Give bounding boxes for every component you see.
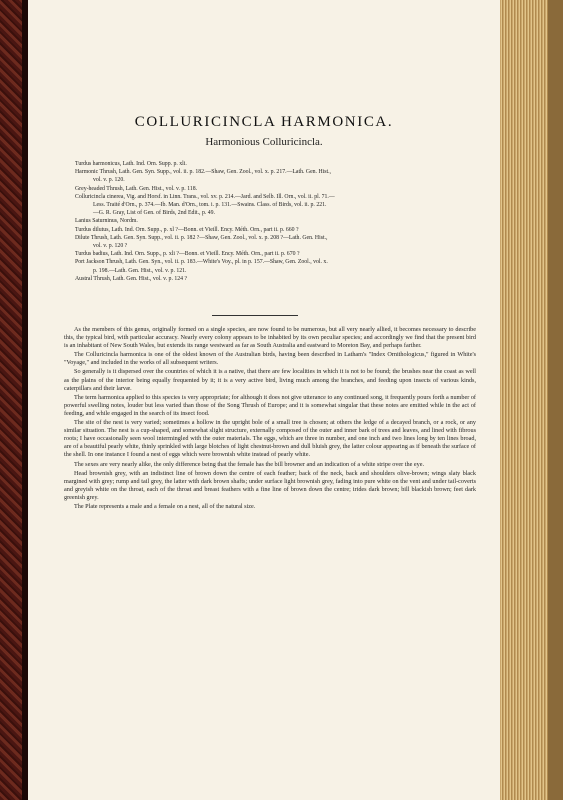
synonym-line: Colluricincla cinerea, Vig. and Horsf. in Linn. Trans., vol. xv. p. 214.—Jard. and Selb. Ill. Orn., vol. ii. pl. 71.— [75,193,335,200]
paragraph: So generally is it dispersed over the countries of which it is a native, that there are few localities in which it is not to be found; the brushes near the coast as well as the plains of the interior being equally frequented by it; it is a very active bird, living much among the branches, and feeding upon insects of various kinds, caterpillars and their larvæ. [64,368,476,392]
divider [212,315,298,316]
synonym-line: Dilute Thrush, Lath. Gen. Syn. Supp., vol. ii. p. 182 ?—Shaw, Gen. Zool., vol. x. p. 208 ?—Lath. Gen. Hist., [75,234,328,241]
page-subtitle: Harmonious Colluricincla. [205,136,323,148]
synonym-line: p. 198.—Lath. Gen. Hist., vol. v. p. 121. [93,267,187,274]
synonym-line: Turdus harmonicus, Lath. Ind. Orn. Supp. p. xli. [75,161,187,167]
synonym-line: Port Jackson Thrush, Lath. Gen. Syn., vol. ii. p. 183.—White's Voy., pl. in p. 157.—Shaw, Gen. Zool., vol. x. [75,259,328,266]
book-spine [0,0,22,800]
synonym-line: Austral Thrush, Lath. Gen. Hist., vol. v. p. 124 ? [75,275,188,282]
page-title: COLLURICINCLA HARMONICA. [134,114,394,130]
cover-edge [548,0,563,800]
paragraph: The term harmonica applied to this species is very appropriate; for although it does not give utterance to any continued song, it frequently pours forth a number of powerful swelling notes, louder but less varied than those of the Song Thrush of Europe; and it is somewhat singular that these notes are emitted while in the act of feeding, and while engaged in the search of its insect food. [64,393,476,417]
paragraph: The Plate represents a male and a female on a nest, all of the natural size. [74,502,256,510]
synonymy-list [75,160,475,283]
synonym-line: vol. v. p. 120 ? [93,243,128,250]
paragraph: As the members of this genus, originally formed on a single species, are now found to be numerous, but all very nearly allied, it becomes necessary to describe this, the typical bird, with particular accuracy. Nearly every colony appears to be inhabited by its own peculiar species; and accordingly we find that the present bird is an inhabitant of New South Wales, but extends its range westward as far as South Australia and eastward to Moreton Bay, and perhaps farther. [64,326,476,350]
synonym-line: vol. v. p. 120. [93,177,125,184]
synonym-line: Grey-headed Thrush, Lath. Gen. Hist., vol. v. p. 118. [75,185,198,192]
paragraph: The site of the nest is very varied; sometimes a hollow in the upright bole of a small tree is chosen; at others the ledge of a decayed branch, or a rock, or any similar situation. The nest is a cup-shaped, and somewhat slight structure, externally composed of the outer and inner bark of trees and leaves, and lined with fibrous roots; I have occasionally seen wool intermingled with the outer materials. The eggs, which are three in number, and one inch and two lines long by ten lines broad, are of a beautiful pearly white, thinly sprinkled with large blotches of light chestnut-brown and dull bluish grey, the latter colour appearing as if beneath the surface of the shell. In one instance I found a nest of eggs which were brownish white instead of pearly white. [64,419,476,459]
synonym-line: —G. R. Gray, List of Gen. of Birds, 2nd Edit., p. 49. [93,210,215,217]
body-text [64,326,476,512]
paragraph: The sexes are very nearly alike, the only difference being that the female has the bill browner and an indication of a white stripe over the eye. [74,460,425,468]
paragraph: Head brownish grey, with an indistinct line of brown down the centre of each feather; back of the neck, back and shoulders olive-brown; wings slaty black margined with grey; rump and tail grey, the latter with dark brown shafts; under surface light brownish grey, fading into pure white on the vent and under tail-coverts and greyish white on the throat, each of the throat and breast feathers with a fine line of brown down the centre; irides dark brown; bill blackish brown; feet dark greenish grey. [64,469,476,501]
paragraph: The Colluricincla harmonica is one of the oldest known of the Australian birds, having been described in Latham's "Index Ornithologicus," figured in White's "Voyage," and included in the works of all subsequent writers. [64,351,476,367]
synonym-line: Turdus badius, Lath. Ind. Orn. Supp., p. xli ?—Bonn. et Vieill. Ency. Méth. Orn., part ii. p. 670 ? [75,251,300,258]
synonym-line: Less. Traité d'Orn., p. 374.—Ib. Man. d'Orn., tom. i. p. 131.—Swains. Class. of Birds, vol. ii. p. 221. [93,202,327,209]
synonym-line: Lanius Saturninus, Nordm. [75,218,138,225]
synonym-line: Turdus dilutus, Lath. Ind. Orn. Supp., p. xl ?—Bonn. et Vieill. Ency. Méth. Orn., part ii. p. 660 ? [75,226,299,233]
synonym-line: Harmonic Thrush, Lath. Gen. Syn. Supp., vol. ii. p. 182.—Shaw, Gen. Zool., vol. x. p. 217.—Lath. Gen. Hist., [75,169,332,176]
